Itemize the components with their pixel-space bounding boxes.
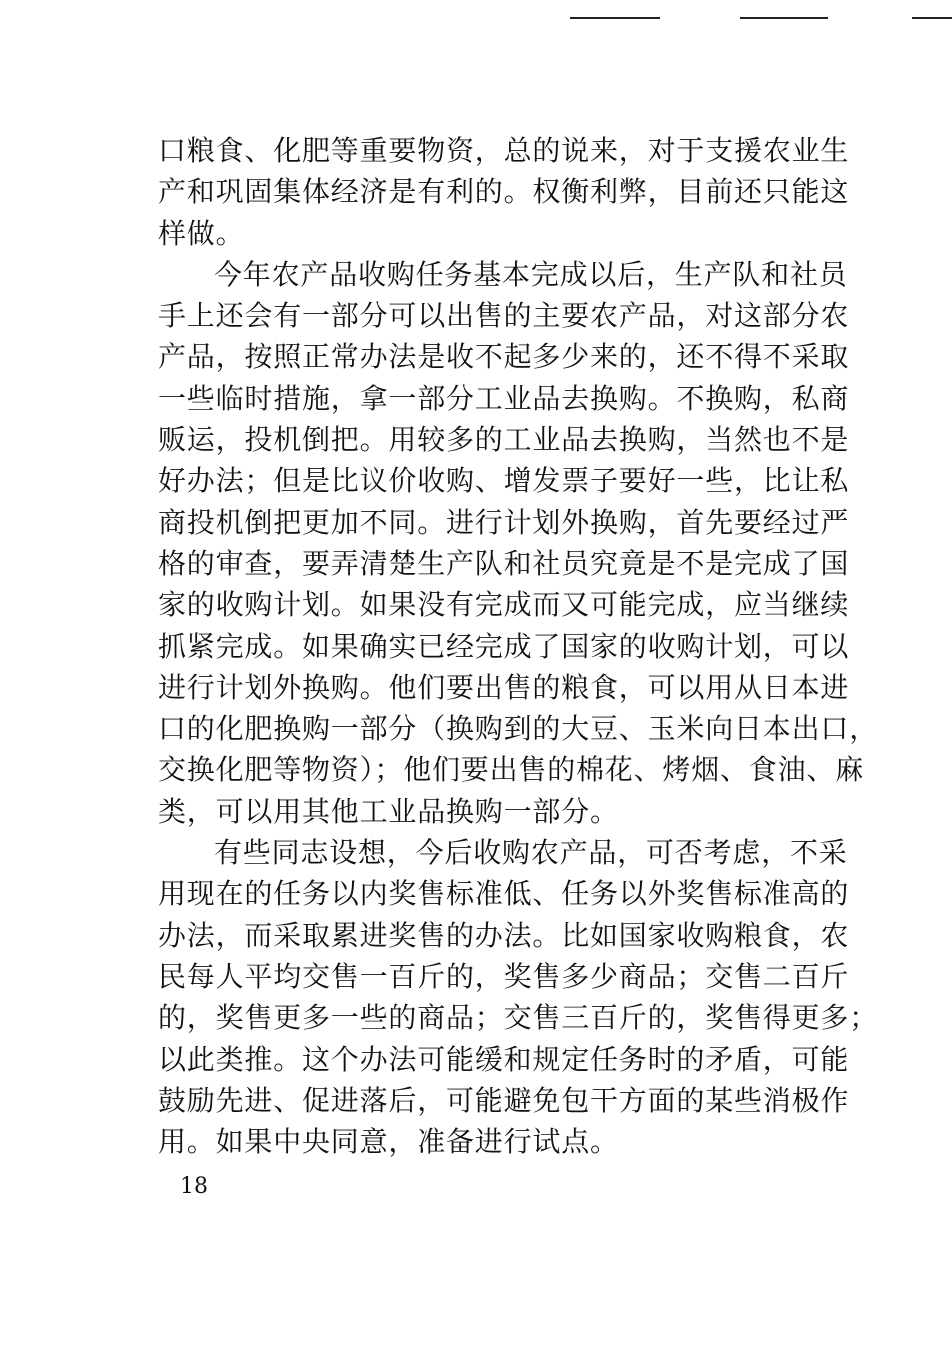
text-line: 样做。 bbox=[158, 216, 245, 250]
text-line: 以此类推。这个办法可能缓和规定任务时的矛盾，可能 bbox=[158, 1042, 850, 1076]
text-line: 用现在的任务以内奖售标准低、任务以外奖售标准高的 bbox=[158, 877, 850, 911]
text-line: 一些临时措施，拿一部分工业品去换购。不换购，私商 bbox=[158, 381, 850, 415]
text-line: 进行计划外换购。他们要出售的粮食，可以用从日本进 bbox=[158, 670, 850, 704]
text-line: 格的审查，要弄清楚生产队和社员究竟是不是完成了国 bbox=[158, 546, 850, 580]
body-text bbox=[158, 130, 879, 1162]
paragraph-first-line: 有些同志设想，今后收购农产品，可否考虑，不采 bbox=[214, 836, 848, 870]
text-line: 民每人平均交售一百斤的，奖售多少商品；交售二百斤 bbox=[158, 959, 850, 993]
text-line: 手上还会有一部分可以出售的主要农产品，对这部分农 bbox=[158, 299, 850, 333]
text-line: 商投机倒把更加不同。进行计划外换购，首先要经过严 bbox=[158, 505, 850, 539]
text-line: 产和巩固集体经济是有利的。权衡利弊，目前还只能这 bbox=[158, 175, 850, 209]
text-line: 口粮食、化肥等重要物资，总的说来，对于支援农业生 bbox=[158, 134, 850, 167]
text-line: 贩运，投机倒把。用较多的工业品去换购，当然也不是 bbox=[158, 423, 850, 457]
text-line: 用。如果中央同意，准备进行试点。 bbox=[158, 1125, 619, 1159]
header-rule bbox=[912, 17, 952, 19]
text-line: 抓紧完成。如果确实已经完成了国家的收购计划，可以 bbox=[158, 629, 850, 663]
text-line: 办法，而采取累进奖售的办法。比如国家收购粮食，农 bbox=[158, 918, 850, 952]
header-rule bbox=[740, 17, 828, 19]
text-line: 家的收购计划。如果没有完成而又可能完成，应当继续 bbox=[158, 588, 850, 622]
header-rule bbox=[570, 17, 660, 19]
page-number: 18 bbox=[180, 1174, 208, 1199]
text-line: 好办法；但是比议价收购、增发票子要好一些，比让私 bbox=[158, 464, 850, 498]
text-line: 口的化肥换购一部分（换购到的大豆、玉米向日本出口， bbox=[158, 712, 879, 746]
paragraph-first-line: 今年农产品收购任务基本完成以后，生产队和社员 bbox=[214, 257, 848, 291]
text-line: 产品，按照正常办法是收不起多少来的，还不得不采取 bbox=[158, 340, 850, 374]
text-line: 鼓励先进、促进落后，可能避免包干方面的某些消极作 bbox=[158, 1083, 850, 1117]
text-line: 类，可以用其他工业品换购一部分。 bbox=[158, 794, 619, 828]
text-line: 的，奖售更多一些的商品；交售三百斤的，奖售得更多； bbox=[158, 1001, 879, 1035]
text-line: 交换化肥等物资）；他们要出售的棉花、烤烟、食油、麻 bbox=[158, 753, 865, 787]
